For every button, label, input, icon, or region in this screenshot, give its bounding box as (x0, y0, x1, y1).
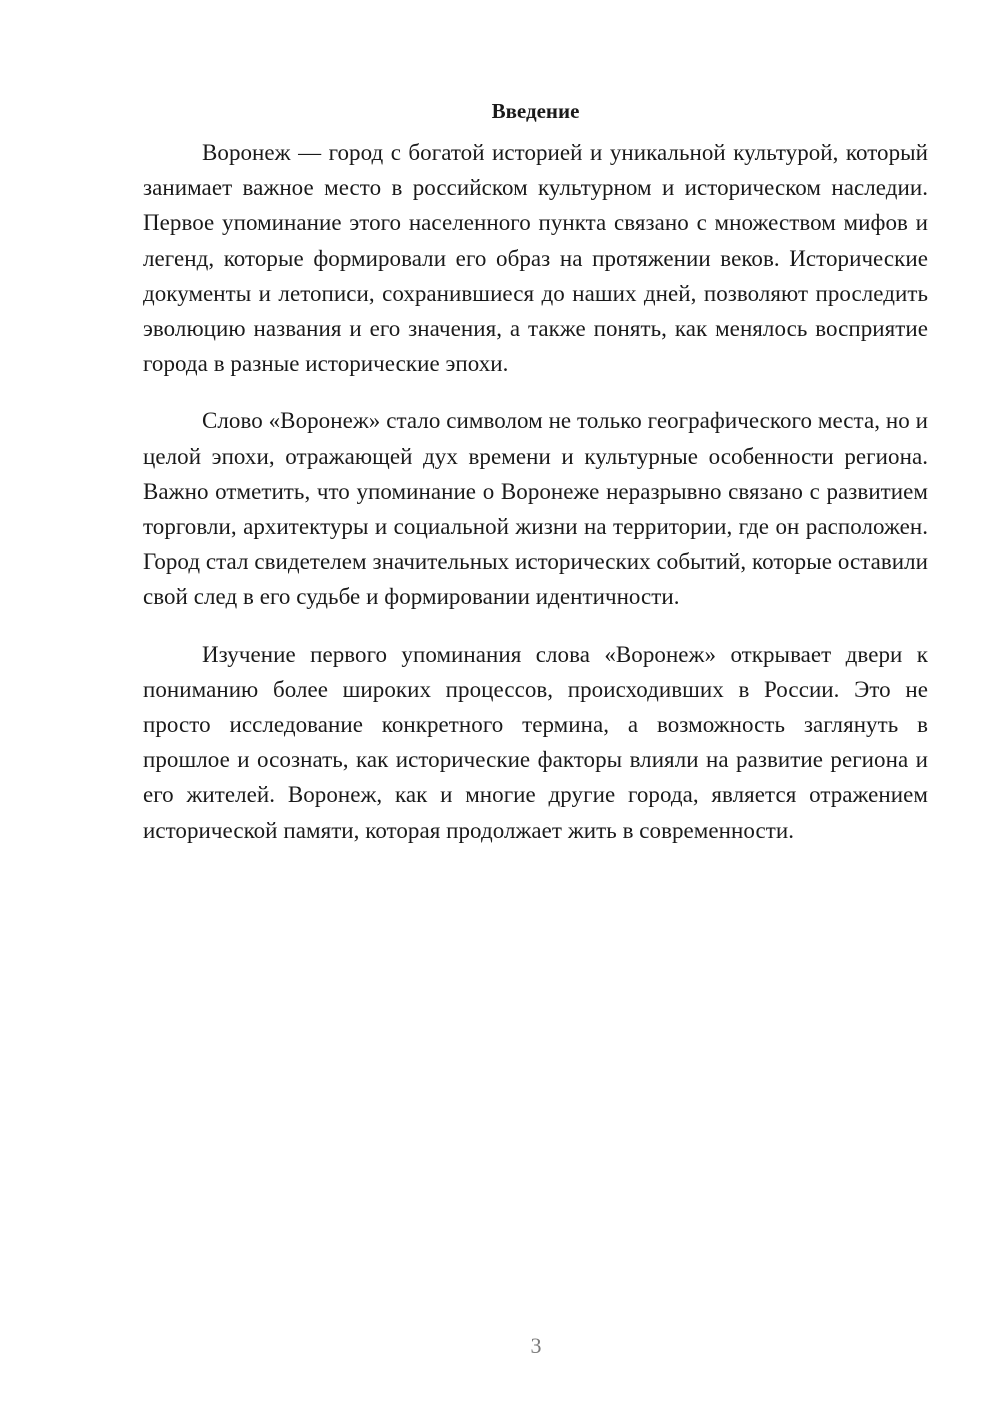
paragraph-3: Изучение первого упоминания слова «Воронеж» открывает двери к пониманию более широких процессов, происходивших в России. Это не просто исследование конкретного термина, а возможность заглянуть в прошлое и осознать, как исторические факторы влияли на развитие региона и его жителей. Воронеж, как и многие другие города, является отражением исторической памяти, которая продолжает жить в современности. (143, 641, 928, 843)
page-number: 3 (530, 1333, 542, 1358)
page-content (143, 96, 928, 870)
paragraph-1: Воронеж — город с богатой историей и уникальной культурой, который занимает важное место в российском культурном и историческом наследии. Первое упоминание этого населенного пункта связано с множеством мифов и легенд, которые формировали его образ на протяжении веков. Исторические документы и летописи, сохранившиеся до наших дней, позволяют проследить эволюцию названия и его значения, а также понять, как менялось восприятие города в разные исторические эпохи. (143, 140, 928, 377)
section-heading: Введение (491, 99, 580, 123)
paragraph-2: Слово «Воронеж» стало символом не только географического места, но и целой эпохи, отражающей дух времени и культурные особенности региона. Важно отметить, что упоминание о Воронеже неразрывно связано с развитием торговли, архитектуры и социальной жизни на территории, где он расположен. Город стал свидетелем значительных исторических событий, которые оставили свой след в его судьбе и формировании идентичности. (143, 408, 928, 610)
